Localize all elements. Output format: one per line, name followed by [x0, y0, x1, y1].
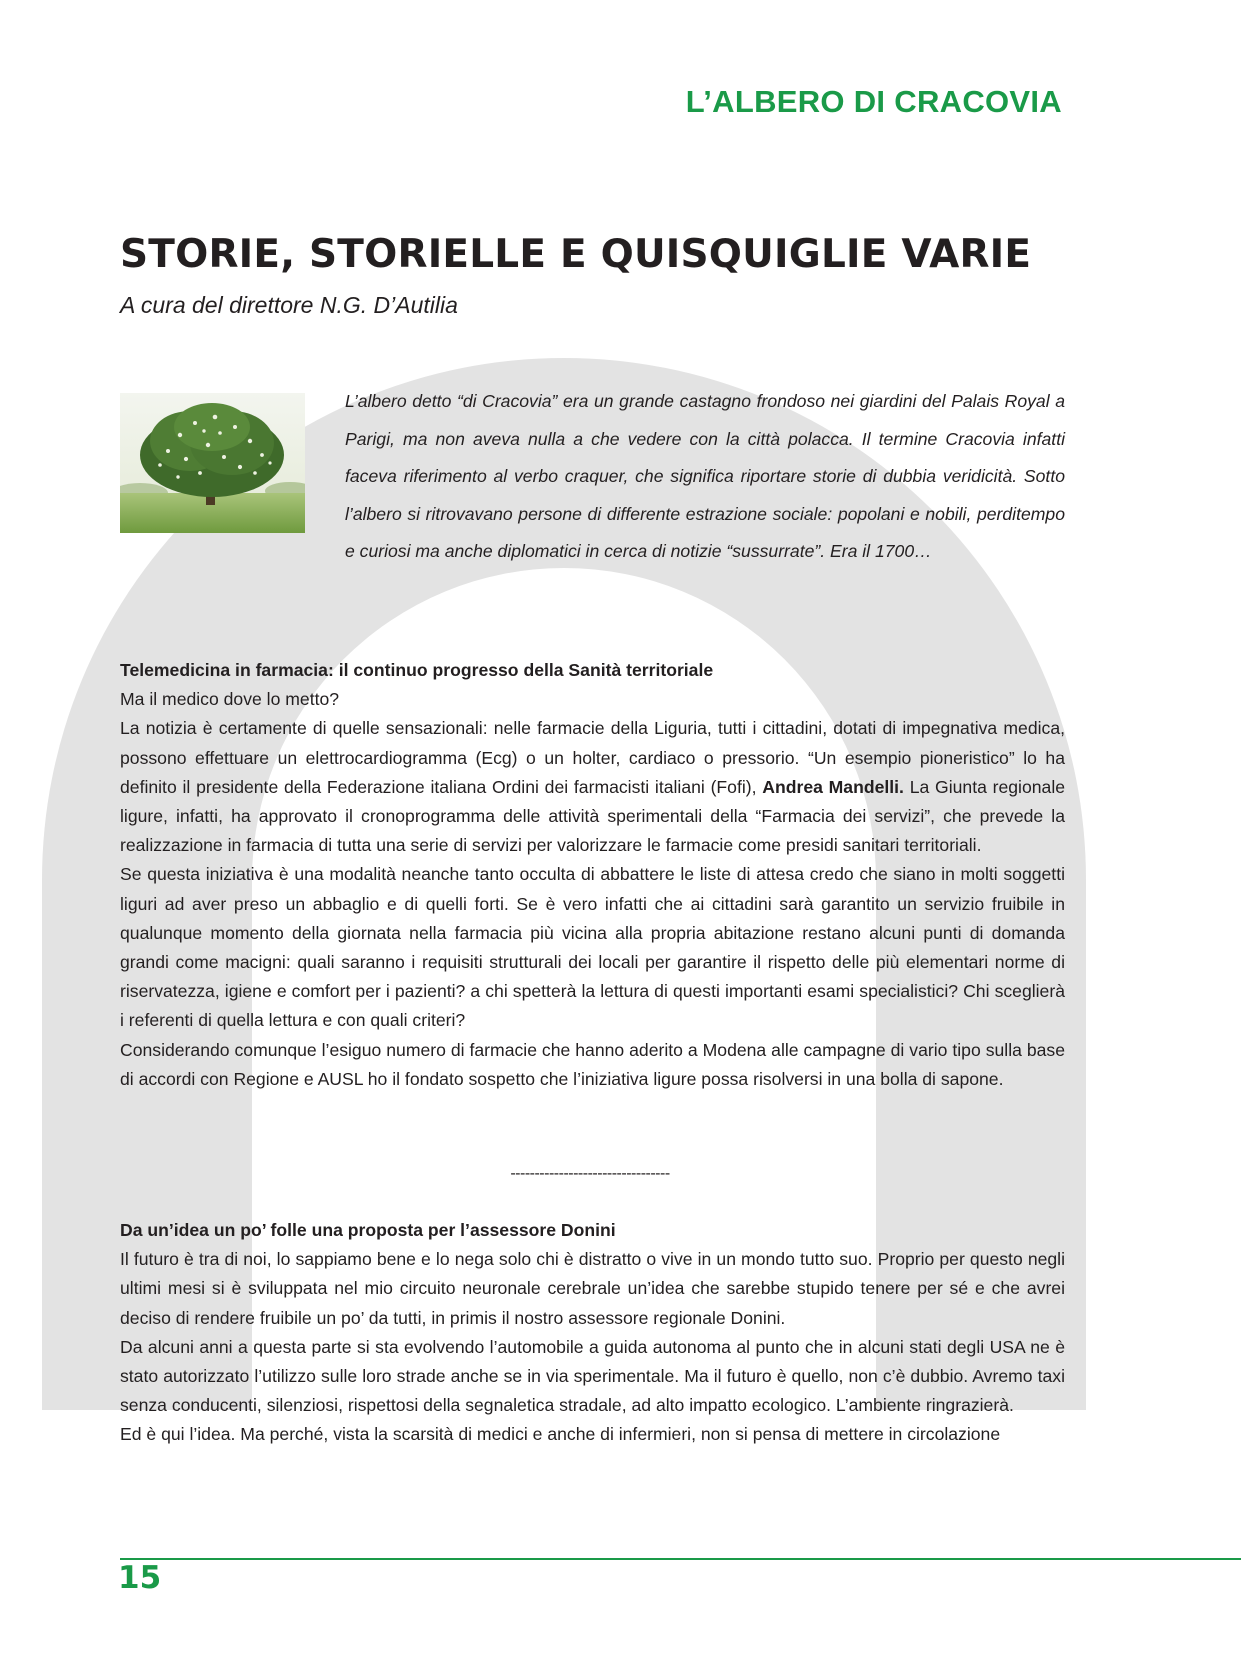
paragraph-text: La Giunta regionale ligure, infatti, ha approvato il cronoprogramma delle attività sperimentali della “Farmacia dei servizi”, che prevede la realizzazione in farmacia di tutta una serie di servizi per valorizzare le farmacie come presidi sanitari territoriali. [120, 776, 1066, 856]
intro-paragraph [120, 383, 1065, 571]
section-header: L’ALBERO DI CRACOVIA [685, 84, 1062, 119]
article-telemedicina [120, 656, 1065, 1094]
section-separator: --------------------------------- [510, 1165, 670, 1182]
byline: A cura del direttore N.G. D’Autilia [120, 292, 458, 318]
article-heading: Da un’idea un po’ folle una proposta per l’assessore Donini [120, 1220, 616, 1240]
page-title: STORIE, STORIELLE E QUISQUIGLIE VARIE [120, 232, 1032, 277]
article-subheading: Ma il medico dove lo metto? [120, 689, 340, 710]
article-paragraph [120, 714, 1065, 860]
footer-rule [120, 1558, 1241, 1560]
article-paragraph: Il futuro è tra di noi, lo sappiamo bene e lo nega solo chi è distratto o vive in un mondo tutto suo. Proprio per questo negli ultimi mesi si è sviluppata nel mio circuito neuronale cerebrale un’idea che sarebbe stupido tenere per sé e che avrei deciso di rendere fruibile un po’ da tutti, in primis il nostro assessore regionale Donini. [120, 1249, 1065, 1328]
intro-image-space [120, 383, 345, 571]
person-name: Andrea Mandelli. [762, 776, 904, 797]
article-paragraph: Da alcuni anni a questa parte si sta evolvendo l’automobile a guida autonoma al punto che in alcuni stati degli USA ne è stato autorizzato l’utilizzo sulle loro strade anche se in via sperimentale. Ma il futuro è quello, non c’è dubbio. Avremo taxi senza conducenti, silenziosi, rispettosi della segnaletica stradale, ad alto impatto ecologico. L’ambiente ringrazierà. [120, 1336, 1065, 1416]
article-paragraph: Considerando comunque l’esiguo numero di farmacie che hanno aderito a Modena alle campagne di vario tipo sulla base di accordi con Regione e AUSL ho il fondato sospetto che l’iniziativa ligure possa risolversi in una bolla di sapone. [120, 1039, 1065, 1089]
paragraph-text: La notizia è certamente di quelle sensazionali: nelle farmacie della Liguria, tutti i cittadini, dotati di impegnativa medica, possono effettuare un elettrocardiogramma (Ecg) o un holter, cardiaco o pressorio. “Un esempio pioneristico” lo ha definito il presidente della Federazione italiana Ordini dei farmacisti italiani (Fofi), [120, 718, 1065, 797]
article-idea-donini [120, 1216, 1065, 1450]
page-number: 15 [118, 1560, 162, 1596]
intro-text: L’albero detto “di Cracovia” era un grande castagno frondoso nei giardini del Palais Royal a Parigi, ma non aveva nulla a che vedere con la città polacca. Il termine Cracovia infatti faceva riferimento al verbo craquer, che significa riportare storie di dubbia veridicità. Sotto l’albero si ritrovavano persone di differente estrazione sociale: popolani e nobili, perditempo e curiosi ma anche diplomatici in cerca di notizie “sussurrate”. Era il 1700… [345, 391, 1065, 561]
article-paragraph: Se questa iniziativa è una modalità neanche tanto occulta di abbattere le liste di attesa credo che siano in molti soggetti liguri ad aver preso un abbaglio e di quelli forti. Se è vero infatti che ai cittadini sarà garantito un servizio fruibile in qualunque momento della giornata nella farmacia più vicina alla propria abitazione restano alcuni punti di domanda grandi come macigni: quali saranno i requisiti strutturali dei locali per garantire il rispetto delle più elementari norme di riservatezza, igiene e comfort per i pazienti? a chi spetterà la lettura di questi importanti esami specialistici? Chi sceglierà i referenti di quella lettura e con quali criteri? [120, 864, 1065, 1031]
article-paragraph: Ed è qui l’idea. Ma perché, vista la scarsità di medici e anche di infermieri, non si pensa di mettere in circolazione [120, 1424, 1001, 1445]
article-heading: Telemedicina in farmacia: il continuo progresso della Sanità territoriale [120, 660, 714, 680]
